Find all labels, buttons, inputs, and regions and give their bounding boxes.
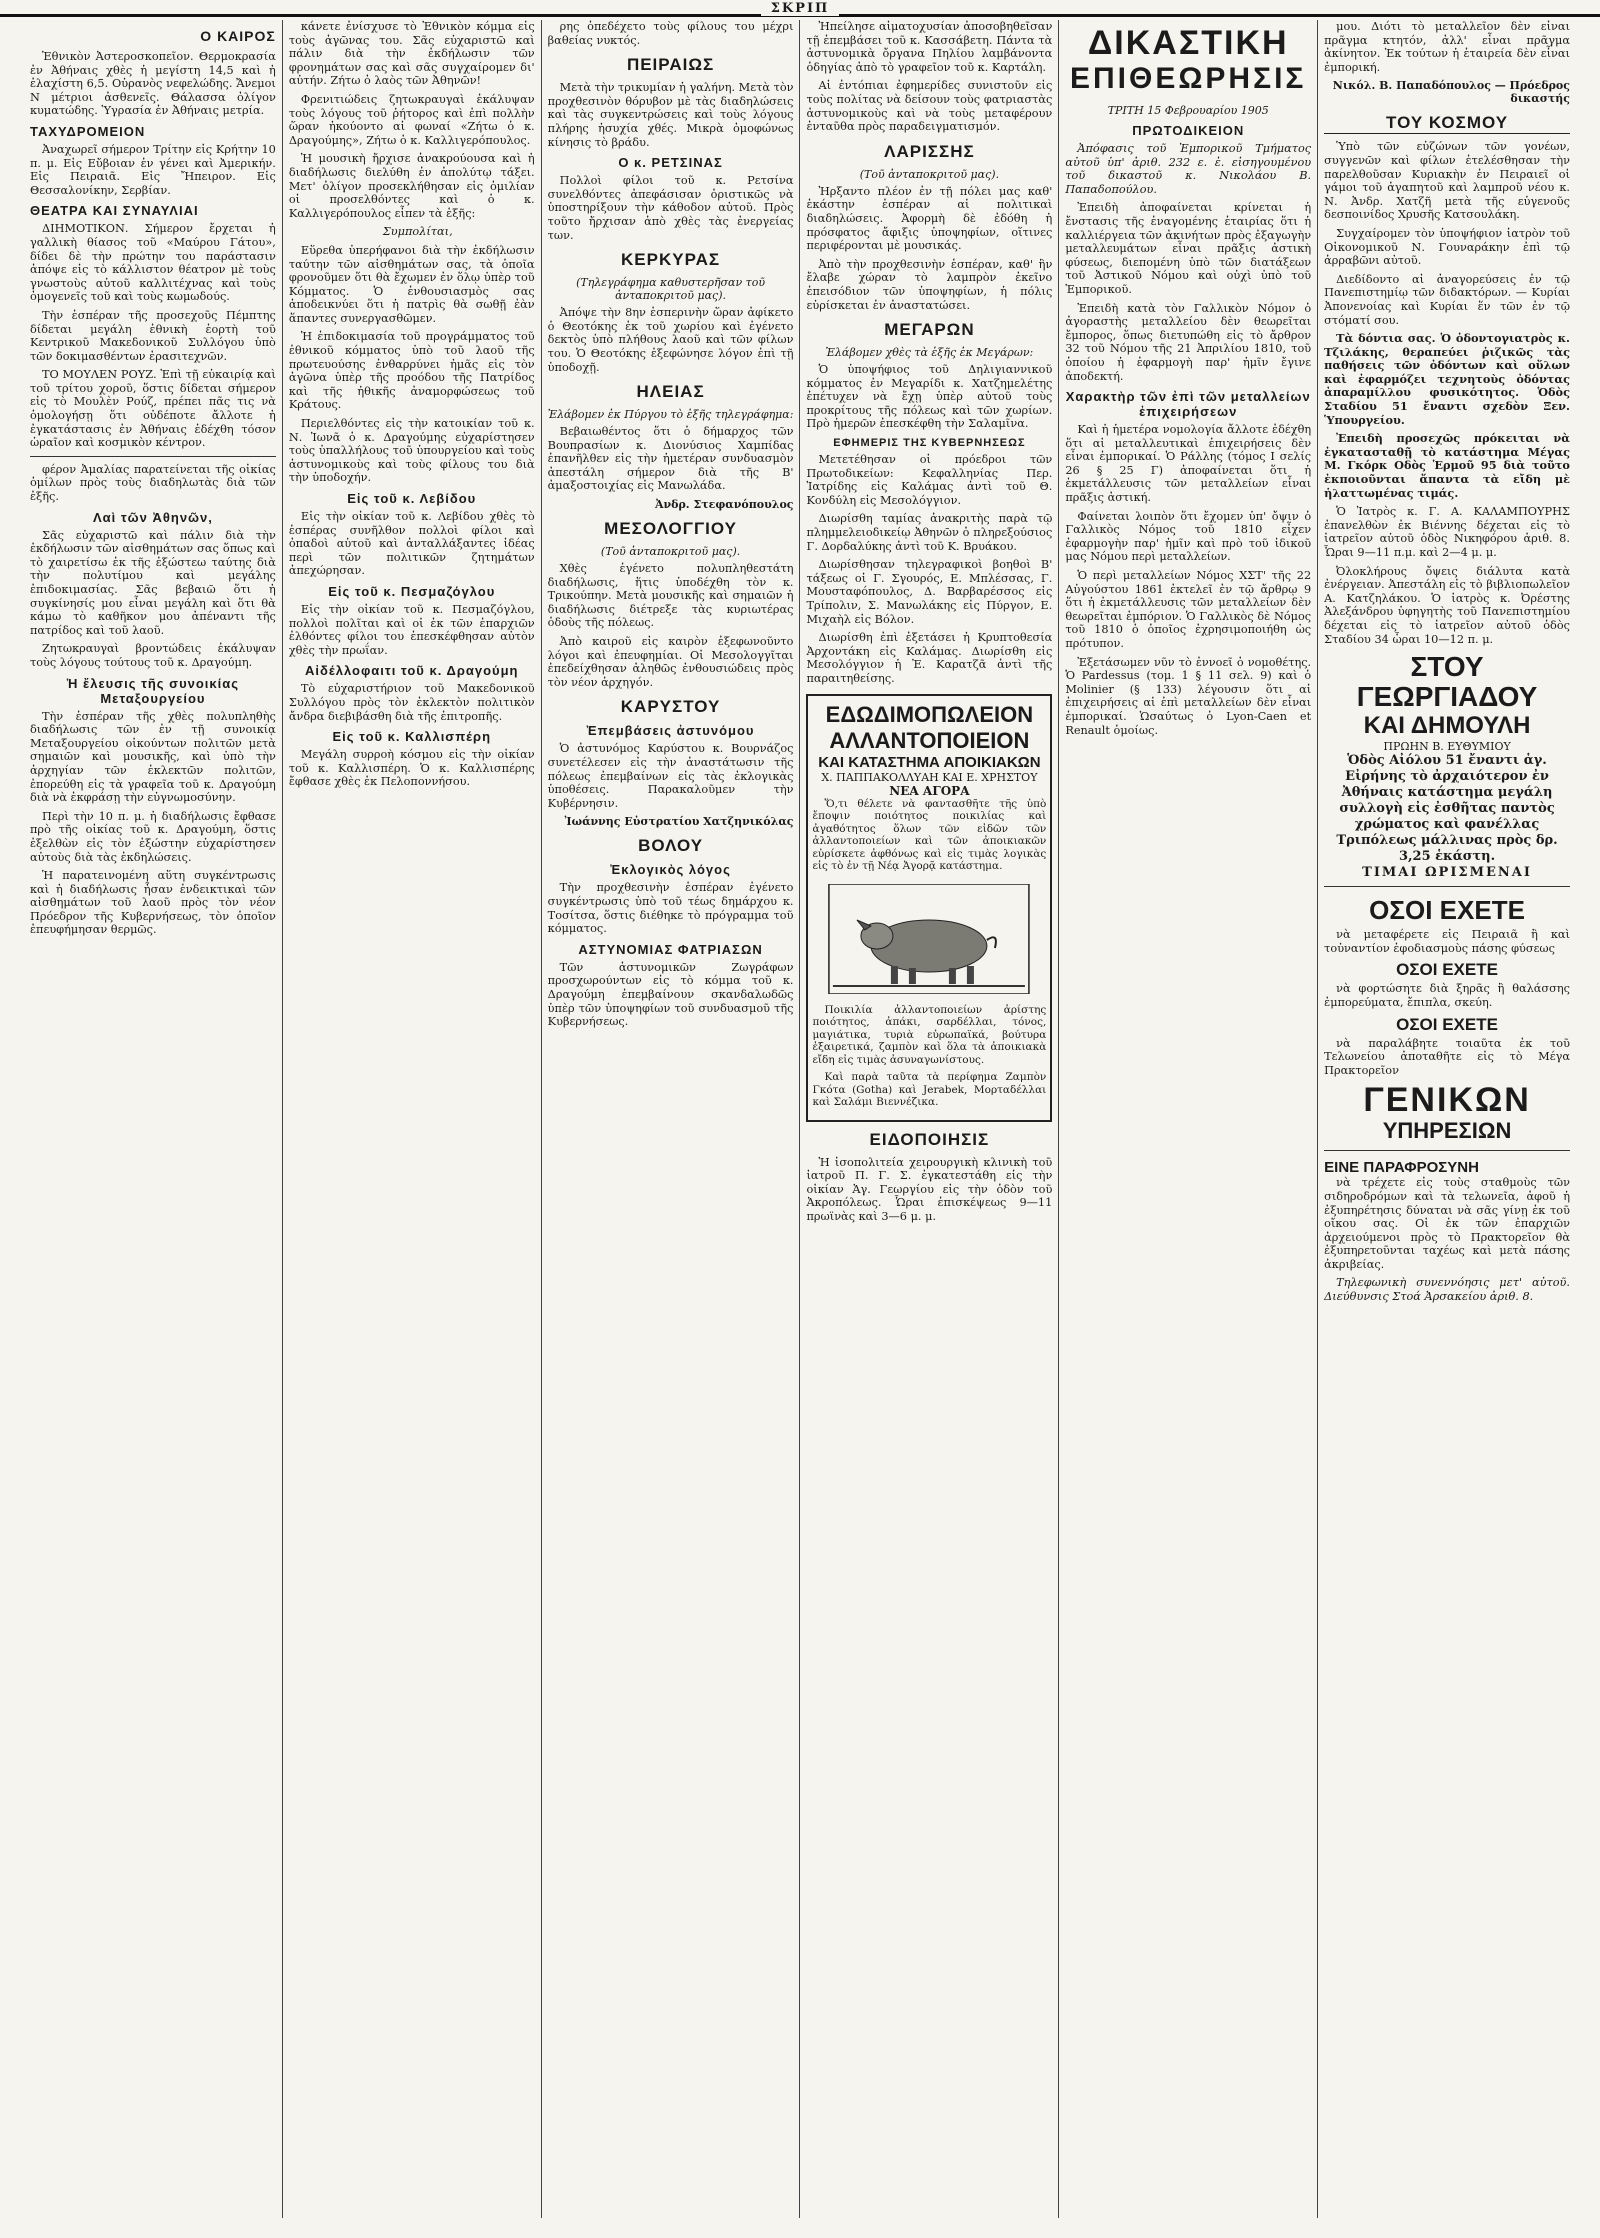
divider [1324,1150,1570,1151]
article-body: Ὀλοκλήρους ὄψεις διάλυτα κατὰ ἐνέργειαν. Ἀπεστάλη εἰς τὸ βιβλιοπωλεῖον Α. Κατζηλάκου. Ὁ ἰατρὸς κ. Ὀρέστης Ἀλεξάνδρου ὑφηγητὴς τοῦ Πανεπιστημίου δέχεται εἰς τὸ ἰατρεῖον αὐτοῦ ὁδὸς Σταδίου 34 ὧραι 10—12 π. μ. [1324,564,1570,646]
byline: (Τηλεγράφημα καθυστερῆσαν τοῦ ἀνταποκριτοῦ μας). [576,276,766,303]
article-body: Ἠρξαντο πλέον ἐν τῇ πόλει μας καθ' ἑκάστην ἑσπέραν αἱ πολιτικαὶ διαδηλώσεις. Ἀφορμὴ δὲ ἐδόθη ἡ πρόσφατος ἄφιξις ὑποψηφίων, οἵτινες περιφέρονται μὲ μουσικάς. [806,184,1053,253]
heading-larissa: ΛΑΡΙΣΣΗΣ [884,141,975,161]
heading-notice: ΕΙΔΟΠΟΙΗΣΙΣ [869,1129,990,1149]
ad-text: νὰ τρέχετε εἰς τοὺς σταθμοὺς τῶν σιδηροδρόμων καὶ τὰ τελωνεῖα, ἀφοῦ ἡ ἐξυπηρέτησις δύναται νὰ σᾶς γίνῃ ἐκ τοῦ οἴκου σας. Οἱ ἐκ τῶν ἐπαρχιῶν ἀρχειούμενοι πρὸς τὸ Πρακτορεῖον θὰ ἐξυπηρετοῦνται ταχέως καὶ μετὰ πάσης ἀκριβείας. [1324,1176,1570,1271]
article-body: Ἡ ἐπιδοκιμασία τοῦ προγράμματος τοῦ ἐθνικοῦ κόμματος ὑπὸ τοῦ λαοῦ τῆς πρωτευούσης ἐνθαρρύνει ἡμᾶς εἰς τὸν ἀγῶνα ὑπὲρ τῆς προόδου τῆς Πατρίδος καὶ τῆς ἠθικῆς ἀναμορφώσεως τοῦ Κράτους. [288,330,535,412]
title-line-1: ΔΙΚΑΣΤΙΚΗ [1087,24,1289,62]
oso-exete-heading: ΟΣΟΙ ΕΧΕΤΕ [1396,1014,1498,1034]
article-body: Μεγάλη συρροὴ κόσμου εἰς τὴν οἰκίαν τοῦ κ. Καλλισπέρη. Ὁ κ. Καλλισπέρης ἔφθασε χθὲς ἐκ Πελοποννήσου. [288,748,535,789]
signature: Ἰωάννης Εὐστρατίου Χατζηνικόλας [564,815,794,829]
mail-heading: ΤΑΧΥΔΡΟΜΕΙΟΝ [30,123,146,139]
article-body: Ἀπὸ καιροῦ εἰς καιρὸν ἐξεφωνοῦντο λόγοι καὶ ἐπευφημίαι. Οἱ Μεσολογγῖται ἐπεδείχθησαν ἀληθῶς ἐνθουσιώδεις πρὸς τὸν νέον ἀρχηγόν. [547,635,794,689]
article-body: Πολλοὶ φίλοι τοῦ κ. Ρετσίνα συνελθόντες ἀπεφάσισαν ὁριστικῶς νὰ ὑποστηρίξουν τὴν κάθοδον αὐτοῦ. Πρὸς τοῦτο ἤρχισαν ἀπὸ χθὲς τὰς ἐνεργείας των. [547,174,794,242]
ad-text: Ὅ,τι θέλετε νὰ φαντασθῆτε τῆς ὑπὸ ἔποψιν ποιότητος ποικιλίας καὶ ἀγαθότητος ὅλων τῶν εἰδῶν τῶν ἀλλαντοποιείων καὶ τῶν ἀποικιακῶν εὑρίσκετε ἀφθόνως καὶ εἰς τιμὰς λογικὰς εἰς τὸ ἐν τῇ Νέᾳ Ἀγορᾷ κατάστημα. [812,797,1047,873]
agency-banner [1324,1082,1570,1144]
article-body: Διωρίσθησαν τηλεγραφικοὶ βοηθοὶ Β' τάξεως οἱ Γ. Σγουρός, Ε. Μπλέσσας, Γ. Μουσταφόπουλος, Δ. Βαρβαρέσσος εἰς Τρίπολιν, Σ. Μανωλάκης εἰς Πύργον, Ε. Μιχαὴλ εἰς Βόλον. [806,558,1053,626]
heading-kerkyra: ΚΕΡΚΥΡΑΣ [621,250,721,270]
column-3 [542,20,801,2218]
heading-ileia: ΗΛΕΙΑΣ [636,382,705,402]
paraphrosyni-title: ΕΙΝΕ ΠΑΡΑΦΡΟΣΥΝΗ [1324,1159,1479,1177]
oso-exete-heading: ΟΣΟΙ ΕΧΕΤΕ [1369,895,1525,926]
issue-date: ΤΡΙΤΗ 15 Φεβρουαρίου 1905 [1107,104,1269,117]
heading-society: ΤΟΥ ΚΟΣΜΟΥ [1324,113,1570,134]
article-body: Εἰς τὴν οἰκίαν τοῦ κ. Πεσμαζόγλου, πολλοὶ πολῖται καὶ οἱ ἐκ τῶν ἐπαρχιῶν ἐλθόντες φίλοι του ἐπεσκέφθησαν αὐτὸν χθὲς τὴν πρωΐαν. [288,602,535,657]
article-body: Μετετέθησαν οἱ πρόεδροι τῶν Πρωτοδικείων: Κεφαλληνίας Περ. Ἰατρίδης εἰς Καλάμας ἀντὶ τοῦ Θ. Κονδύλη εἰς Μεσολόγγιον. [806,453,1053,507]
article-body: Ἠπείλησε αἱματοχυσίαν ἀποσοβηθεῖσαν τῇ ἐπεμβάσει τοῦ κ. Κασσάβετη. Πάντα τὰ ἀστυνομικὰ ὄργανα Πηλίου λαμβάνοντα ὁδηγίας ἀπὸ τὸ γραφεῖον τοῦ κ. Καρτάλη. [806,20,1053,74]
article-body: Ὁ Ἰατρὸς κ. Γ. Α. ΚΑΛΑΜΠΟΥΡΗΣ ἐπανελθὼν ἐκ Βιέννης δέχεται εἰς τὸ ἰατρεῖον αὐτοῦ ὁδὸς Νικηφόρου ἀριθ. 8. Ὧραι 9—11 π.μ. καὶ 2—4 μ. μ. [1324,505,1570,559]
subhead-levidis: Εἰς τοῦ κ. Λεβίδου [347,491,477,506]
byline: (Τοῦ ἀνταποκριτοῦ μας). [859,167,1000,181]
ypiresion-title: ΥΠΗΡΕΣΙΩΝ [1382,1118,1512,1144]
heading-megara: ΜΕΓΑΡΩΝ [884,320,975,340]
byline: Ἐλάβομεν χθὲς τὰ ἑξῆς ἐκ Μεγάρων: [825,346,1034,360]
column-2 [283,20,542,2218]
article-body: Φρενιτιώδεις ζητωκραυγαὶ ἐκάλυψαν τοὺς λόγους τοῦ ῥήτορος καὶ ἐπὶ πολλὴν ὥραν ἠκούοντο αἱ φωναί «Ζήτω ὁ κ. Δραγούμης», Ζήτω ὁ κ. Καλλιγερόπουλος. [288,92,535,147]
ad-subtitle: ΚΑΙ ΚΑΤΑΣΤΗΜΑ ΑΠΟΙΚΙΑΚΩΝ [818,753,1041,771]
quote-salutation: Συμπολίται, [382,225,453,239]
weather-text: Ἐθνικὸν Ἀστεροσκοπεῖον. Θερμοκρασία ἐν Ἀθήναις χθὲς ἡ μεγίστη 14,5 καὶ ἡ ἐλαχίστη 6,5. Οὐρανὸς νεφελώδης. Ἄνεμοι Ν μέτριοι ἀσθενεῖς. Θάλασσα ὀλίγον κυματώδης. Ὑγρασία ἐν Ἀθήναις μετρία. [30,50,276,118]
mail-text: Ἀναχωρεῖ σήμερον Τρίτην εἰς Κρήτην 10 π. μ. Εἰς Εὔβοιαν ἐν γένει καὶ Ἀμερικήν. Εἰς Πειραιᾶ. Εἰς Ἤπειρον. Εἰς Θεσσαλονίκην, Σερβίαν. [30,142,276,197]
theatre-text-2: Τὴν ἑσπέραν τῆς προσεχοῦς Πέμπτης δίδεται μεγάλη ἐθνικὴ ἑορτὴ τοῦ Κεντρικοῦ Μακεδονικοῦ Συλλόγου ὑπὸ τῶν δοκιμασθέντων ἐρασιτεχνῶν. [30,308,276,363]
paraphrosyni-heading [1324,1157,1570,1176]
pig-engraving [812,884,1046,994]
byline: Ἐλάβομεν ἐκ Πύργου τὸ ἑξῆς τηλεγράφημα: [547,408,794,422]
column-5 [1059,20,1318,2218]
heading-mesolongi: ΜΕΣΟΛΟΓΓΙΟΥ [604,519,737,539]
shop-notice: Ἐπειδὴ προσεχῶς πρόκειται νὰ ἐγκατασταθῇ τὸ κατάστημα Μέγας Μ. Γκόρκ Οδὸς Ἑρμοῦ 95 διὰ τοῦτο ἐκποιοῦνται ἅπαντα τὰ εἴδη μὲ ἡλαττωμένας τιμάς. [1324,431,1570,500]
article-body: Ἀπὸ τὴν προχθεσινὴν ἑσπέραν, καθ' ἣν ἔλαβε χώραν τὸ λαμπρὸν ἐκεῖνο ἐπεισόδιον τῶν ὑποψηφίων, ἡ πόλις εὑρίσκεται ἐν ἀναστατώσει. [806,257,1053,312]
theatre-text-1: ΔΙΗΜΟΤΙΚΟΝ. Σήμερον ἔρχεται ἡ γαλλικὴ θίασος τοῦ «Μαύρου Γάτου», δίδει δὲ τὴν πρώτην του παράστασιν ἀπόψε εἰς τὸ κάλλιστον θέατρον μὲ τοὺς γνωστοὺς αὐτοῦ καλλιτέχνας καὶ τοὺς ὀμογενεῖς τοῦ καὶ τοὺς κωμωδούς. [30,222,276,304]
article-body: Βεβαιωθέντος ὅτι ὁ δήμαρχος τῶν Βουπρασίων κ. Διονύσιος Χαμπίδας ἐπανῆλθεν εἰς τὴν ἡμετέραν συνδυασμὸν ἀπεστάλη σήμερον διὰ τῆς Β' ἀμαξοστοιχίας εἰς Μανωλάδα. [547,425,794,493]
article-body: Περιελθόντες εἰς τὴν κατοικίαν τοῦ κ. Ν. Ἰωνᾶ ὁ κ. Δραγούμης εὐχαρίστησεν τοὺς ὑπαλλήλους τοῦ ὑπουργείου καὶ τοὺς ἀστυνομικοὺς καὶ τοὺς φίλους του διὰ τὴν ὑποδοχήν. [288,417,535,485]
article-body: Διεδίδοντο αἱ ἀναγορεύσεις ἐν τῷ Πανεπιστημίῳ τῶν διδακτόρων. — Κυρίαι Ἀπονενοίας καὶ Κυρίαι ἕν τῶν ἐν τῷ στόματί σου. [1324,272,1570,327]
subhead-astynomos: Ἐπεμβάσεις ἀστυνόμου [586,723,755,739]
columns [24,20,1576,2218]
theatre-text-3: ΤΟ ΜΟΥΛΕΝ ΡΟΥΖ. Ἐπὶ τῇ εὐκαιρίᾳ καὶ τοῦ τρίτου χοροῦ, ὅστις δίδεται σήμερον εἰς τὸ Μουλὲν Ρούζ, πρέπει πᾶς τις νὰ ὁμολογήσῃ ὅτι οὐδέποτε ἄλλοτε ἡ ἐγκατάστασις ἐν Ἀθήναις ἐδέχθη τόσον ὡραῖον καὶ κοσμικὸν κέντρον. [30,368,276,450]
subhead-metaxourgeio: Ἡ ἔλευσις τῆς συνοικίας Μεταξουργείου [66,675,240,706]
article-body: Ἀπόψε τὴν 8ην ἑσπερινὴν ὥραν ἀφίκετο ὁ Θεοτόκης ἐκ τοῦ χωρίου καὶ ἐγένετο δεκτὸς ὑπὸ πλήθους λαοῦ καὶ τῶν φίλων του. Ὁ Θεοτόκης ἐξεφώνησε λόγον ἐπὶ τῇ ὑποδοχῇ. [547,306,794,374]
subhead-mines: Χαρακτὴρ τῶν ἐπὶ τῶν μεταλλείων ἐπιχειρήσεων [1065,389,1311,420]
ad-closing: Τηλεφωνικὴ συνεννόησις μετ' αὐτοῦ. Διεύθυνσις Στοά Ἀρσακείου ἀριθ. 8. [1324,1276,1570,1304]
court-heading: ΠΡΩΤΟΔΙΚΕΙΟΝ [1132,123,1245,138]
heading-karystos: ΚΑΡΥΣΤΟΥ [620,697,721,717]
article-body: Ἐπειδὴ ἀποφαίνεται κρίνεται ἡ ἔνστασις τῆς ἐναγομένης ἑταιρίας ὅτι ἡ καλλιέργεια τῶν ἀκινήτων πρὸς ἐξαγωγὴν μεταλλευμάτων εἶναι πρᾶξις ἀστικὴ φύσεως, διεπομένη ὑπὸ τῶν διατάξεων τοῦ Ἀστικοῦ Νόμου καὶ οὐχὶ ὑπὸ τοῦ Ἐμπορικοῦ. [1065,201,1312,296]
article-body: Τὴν ἑσπέραν τῆς χθὲς πολυπληθὴς διαδήλωσις τῶν ἐν τῇ συνοικίᾳ Μεταξουργείου οἰκούντων πολιτῶν μετὰ σημαιῶν καὶ μουσικῆς, καὶ ὑπὸ τὴν ἀρχηγίαν τῶν ἐκλεκτῶν πολιτῶν, ἐπορεύθη εἰς τὰ γραφεῖα τοῦ κ. Δραγούμη διὰ νὰ ἐκφράσῃ τὴν εὐγνωμοσύνην. [30,709,276,805]
masthead-title: ΣΚΡΙΠ [761,1,840,16]
heading-volos: ΒΟΛΟΥ [638,836,704,856]
article-body: Μετὰ τὴν τρικυμίαν ἡ γαλήνη. Μετὰ τὸν προχθεσινὸν θόρυβον μὲ τὰς διαδηλώσεις καὶ τὰς συγκεντρώσεις καὶ τοὺς λόγους πλήρης ἡσυχία χθές. Μικρὰ ὁμοφώνως κίνησις τὸ βράδυ. [547,81,794,149]
judicial-review-title [1065,24,1311,96]
article-body: Τὸ εὐχαριστήριον τοῦ Μακεδονικοῦ Συλλόγου πρὸς τὸν ἐκλεκτὸν πολιτικὸν ἄνδρα διεβιβάσθη διὰ τῆς ἐπιτροπῆς. [288,682,535,723]
article-body: Ὑπὸ τῶν εὐζώνων τῶν γονέων, συγγενῶν καὶ φίλων ἐτελέσθησαν τὴν παρελθοῦσαν Κυριακὴν ἐν Πειραιεῖ οἱ γάμοι τοῦ ἀγαπητοῦ καὶ λαμπροῦ νέου κ. Ν. Ἀνδρ. Χατζῆ μετὰ τῆς εὐγενοῦς δεσποινίδος Χρυσῆς Κατσουλάκη. [1324,140,1570,222]
article-body: Ζητωκραυγαὶ βροντώδεις ἐκάλυψαν τοὺς λόγους τούτους τοῦ κ. Δραγούμη. [30,642,276,669]
article-body: Τὴν προχθεσινὴν ἑσπέραν ἐγένετο συγκέντρωσις ὑπὸ τοῦ τέως δημάρχου κ. Τοσίτσα, ὅστις διέθηκε τὸ πρόγραμμα τοῦ κόμματος. [547,881,794,936]
heading-astynomia: ΑΣΤΥΝΟΜΙΑΣ ΦΑΤΡΙΑΣΩΝ [578,941,763,957]
ad-subtitle: ΠΡΩΗΝ Β. ΕΥΘΥΜΙΟΥ [1383,740,1511,754]
article-body: κάνετε ἐνίσχυσε τὸ Ἐθνικὸν κόμμα εἰς τοὺς ἀγῶνας του. Σᾶς εὐχαριστῶ καὶ πάλιν διὰ τὴν ἐκδήλωσιν τῶν φρονημάτων σας καὶ σᾶς συγχαίρομεν δι' αὐτήν. Ζήτω ὁ λαὸς τῶν Ἀθηνῶν! [288,20,535,88]
subhead-athens: Λαὶ τῶν Ἀθηνῶν, [92,509,213,525]
ad-title-2: ΑΛΛΑΝΤΟΠΟΙΕΙΟΝ [829,727,1030,753]
clothing-advert [1324,652,1570,880]
signature: Νικόλ. Β. Παπαδόπουλος — Πρόεδρος δικαστής [1332,79,1570,106]
masthead [0,0,1600,17]
heading-piraeus: ΠΕΙΡΑΙΩΣ [626,55,715,75]
column-6 [1318,20,1576,2218]
title-line-2: ΕΠΙΘΕΩΡΗΣΙΣ [1070,62,1307,95]
byline: (Τοῦ ἀνταποκριτοῦ μας). [600,545,741,559]
article-body: Ὁ ὑποψήφιος τοῦ Δηλιγιαννικοῦ κόμματος ἐν Μεγαρίδι κ. Χατζημελέτης ἐπέτυχεν νὰ ἔχῃ ὑπὲρ αὐτοῦ τοὺς προκρίτους τῆς πόλεως καὶ τῶν χωρίων. Πρὸ ἡμερῶν ἐπεσκέφθη τὴν Σαλαμῖνα. [806,363,1053,431]
article-body: Διωρίσθη ἐπὶ ἐξετάσει ἡ Κρυπτοθεσία Ἀρχοντάκη εἰς Καλάμας. Διωρίσθη εἰς Μεσολόγγιον ἡ Ἐ. Καρατζᾶ ἀντὶ τῆς παραιτηθείσης. [806,631,1053,685]
column-1 [24,20,283,2218]
ad-owners: Χ. ΠΑΠΠΑΚΟΛΛΥΑΗ ΚΑΙ Ε. ΧΡΗΣΤΟΥ [821,770,1038,784]
article-body: Φαίνεται λοιπὸν ὅτι ἔχομεν ὑπ' ὄψιν ὁ Γαλλικὸς Νόμος τοῦ 1810 εἶχεν ἐφαρμογὴν παρ' ἡμῖν καὶ πρὸ τοῦ ἰδικοῦ μας Νόμου περὶ μεταλλείων. [1065,509,1312,564]
column-4 [800,20,1059,2218]
article-body: Εἰς τὴν οἰκίαν τοῦ κ. Λεβίδου χθὲς τὸ ἑσπέρας συνῆλθον πολλοὶ φίλοι καὶ ὀπαδοὶ αὐτοῦ καὶ ἀνταλλάξαντες ἰδέας περὶ τῶν πολιτικῶν ζητημάτων ἀπεχώρησαν. [288,510,535,578]
ad-title-2: ΚΑΙ ΔΗΜΟΥΛΗ [1363,712,1531,740]
signature: Ἀνδρ. Στεφανόπουλος [654,498,794,512]
article-body: Σᾶς εὐχαριστῶ καὶ πάλιν διὰ τὴν ἐκδήλωσιν τῶν αἰσθημάτων σας ὅπως καὶ τὸ χαιρετίσω ἐκ τῆς ἐξώστεω ταύτης διὰ τὴν πολυτίμου καὶ μεγάλης ἐπιδοκιμασίας. Σᾶς βεβαιῶ ὅτι ἡ συγκίνησίς μου εἶναι μεγάλη καὶ ὅτι θὰ κάμω τὸ καθῆκον μου ἀπέναντι τῆς πατρίδος καὶ τοῦ λαοῦ. [30,528,276,637]
oso-exete-heading: ΟΣΟΙ ΕΧΕΤΕ [1396,960,1498,980]
theatre-heading: ΘΕΑΤΡΑ ΚΑΙ ΣΥΝΑΥΛΙΑΙ [30,203,199,219]
divider [30,456,276,457]
article-body: Ἐξετάσωμεν νῦν τὸ ἐννοεῖ ὁ νομοθέτης. Ὁ Pardessus (τομ. 1 § 11 σελ. 9) καὶ ὁ Molinier (§ 133) λέγουσιν ὅτι αἱ ἐπιχειρήσεις αἱ ἐπὶ μεταλλείων δὲν εἶναι ἐμπορικαί. Ὡσαύτως ὁ Lyon-Caen et Renault ὁμοίως. [1065,655,1312,737]
article-body: Συγχαίρομεν τὸν ὑποψήφιον ἰατρὸν τοῦ Οἰκονομικοῦ Ν. Γουναράκην ἐπὶ τῷ ἀρραβῶνι αὐτοῦ. [1324,226,1570,268]
ad-text: Ποικιλία ἀλλαντοποιείων ἀρίστης ποιότητος, ἀπάκι, σαρδέλλαι, τόνος, μαγιάτικα, τυριὰ εὐρωπαϊκά, βούτυρα ἐξαιρετικά, ζαμπὸν καὶ ὅλα τὰ ἀποικιακὰ εἴδη εἰς τιμὰς ἀσυναγωνίστους. [812,1003,1047,1066]
dentist-notice: Τὰ δόντια σας. Ὁ ὀδοντογιατρὸς κ. Τζιλάκης, θεραπεύει ῥιζικῶς τὰς παθήσεις τῶν ὀδόντων καὶ οὕλων καὶ ἐφαρμόζει τεχνητοὺς ὀδόντας ἀπαραμίλλου φυσικότητος. Ὁδὸς Σταδίου 51 ἔναντι σχεδὸν Ξεν. Ὑπουργείου. [1324,331,1570,427]
article-body: μου. Διότι τὸ μεταλλεῖον δὲν εἶναι πρᾶγμα κτητόν, ἀλλ' εἶναι πρᾶγμα ἀκίνητον. Ἐκ τούτων ἡ ἑταιρεία δὲν εἶναι ἐμπορική. [1324,20,1570,74]
article-body: ρης ὁπεδέχετο τοὺς φίλους του μέχρι βαθείας νυκτός. [547,20,794,47]
article-body: Ἡ παρατεινομένη αὕτη συγκέντρωσις καὶ ἡ διαδήλωσις ἦσαν ἐνδεικτικαὶ τῶν αἰσθημάτων τοῦ λαοῦ πρὸς τὸν νέον Πρόεδρον τῆς Κυβερνήσεως, τὸν ὁποῖον ἐπευφήμησαν θερμῶς. [30,869,276,937]
article-body: Ὁ ἀστυνόμος Καρύστου κ. Βουρνάζος συνετέλεσεν εἰς τὴν ἀναστάτωσιν τῆς πόλεως ἐπεμβαίνων εἰς τὰς ἐκλογικὰς ὑποθέσεις. Παρακαλοῦμεν τὴν Κυβέρνησιν. [547,742,794,810]
ad-text: νὰ μεταφέρετε εἰς Πειραιᾶ ἢ καὶ τοὐναντίον ἐφοδιασμοὺς πάσης φύσεως [1324,928,1570,955]
ad-location: ΝΕΑ ΑΓΟΡΑ [889,783,970,798]
article-body: Εὕρεθα ὑπερήφανοι διὰ τὴν ἐκδήλωσιν ταύτην τῶν αἰσθημάτων σας, τὰ ὁποῖα φρονοῦμεν ὅτι θὰ ἔχωμεν ἐν ὅλῳ ὑπὲρ τοῦ Κόμματος. Ὁ ἐνθουσιασμὸς σας ἀποδεικνύει ὅτι ἡ πατρὶς θὰ σωθῇ ἐὰν ἅπαντες συνεργασθῶμεν. [288,243,535,325]
article-body: Ἐπειδὴ κατὰ τὸν Γαλλικὸν Νόμον ὁ ἀγοραστὴς μεταλλείου δὲν θεωρεῖται ἔμπορος, ὅπως διετυπώθη εἰς τὸ ἄρθρον 32 τοῦ Νόμου τῆς 21 Ἀπριλίου 1810, τοῦ ὁποίου ἡ ἐφαρμογὴ παρ' ἡμῖν ἔγινε ἀποδεκτή. [1065,301,1312,383]
subhead-pesmazoglou: Εἰς τοῦ κ. Πεσμαζόγλου [328,583,496,599]
article-body: Καὶ ἡ ἡμετέρα νομολογία ἄλλοτε ἐδέχθη ὅτι αἱ μεταλλευτικαὶ ἐπιχειρήσεις δὲν εἶναι ἐμπορικαί. Ὁ Ράλλης (τόμος Ι σελίς 26 § 25 Γ) ἀποφαίνεται ὅτι ἡ ἐκμετάλλευσις τῶν μεταλλείων εἶναι πρᾶξις ἀστική. [1065,423,1312,505]
deli-advert [806,694,1052,1122]
subhead-dragoumis: Αἰδέλλοφαιτι τοῦ κ. Δραγούμη [305,663,519,679]
article-body: Ἡ ἰσοπολιτεία χειρουργικὴ κλινικὴ τοῦ ἰατροῦ Π. Γ. Σ. ἐγκατεστάθη εἰς τὴν οἰκίαν Ἁγ. Γεωργίου εἰς τὴν ὁδὸν τοῦ Ἀκροπόλεως. Ὧραι ἐπισκέψεως 9—11 πρωϊνὰς καὶ 3—6 μ. μ. [806,1155,1053,1223]
article-body: Ὁ περὶ μεταλλείων Νόμος ΧΣΤ' τῆς 22 Αὐγούστου 1861 ἐκτελεῖ ἐν τῷ ἄρθρῳ 9 ὅτι ἡ ἐκμετάλλευσις τῶν μεταλλείων δὲν θεωρεῖται ἐμπόριον. Ὁ Γαλλικὸς δὲ Νόμος τοῦ 1810 ὁ ὁποῖος ἐχρησιμοποιήθη ὡς πρότυπον. [1065,569,1312,650]
article-body: Αἱ ἐντόπιαι ἐφημερίδες συνιστοῦν εἰς τοὺς πολίτας νὰ δείσουν τοὺς φατριαστὰς ἀστυνομικοὺς καὶ νὰ τοὺς μεταφέρουν ἐνταῦθα πρὸς παραδειγματισμόν. [806,79,1053,134]
ad-prices: ΤΙΜΑΙ ΩΡΙΣΜΕΝΑΙ [1362,865,1532,881]
genikon-title: ΓΕΝΙΚΩΝ [1363,1081,1531,1120]
ad-text: νὰ φορτώσητε διὰ ξηρᾶς ἢ θαλάσσης ἐμπορεύματα, ἔπιπλα, σκεύη. [1324,982,1570,1009]
ad-text: Ὁδὸς Αἰόλου 51 ἔναντι ἁγ. Εἰρήνης τὸ ἀρχαιότερον ἐν Ἀθήναις κατάστημα μεγάλη συλλογὴ εἰς ἐσθῆτας παντὸς χρώματος καὶ φανέλλας Τριπόλεως μάλλινας πρὸς δρ. 3,25 ἑκάστη. [1336,753,1558,865]
weather-heading: Ο ΚΑΙΡΟΣ [200,28,276,44]
ad-text: νὰ παραλάβητε τοιαῦτα ἐκ τοῦ Τελωνείου ἀποταθῆτε εἰς τὸ Μέγα Πρακτορεῖον [1324,1036,1570,1077]
subhead-kallisperis: Εἰς τοῦ κ. Καλλισπέρη [332,729,492,745]
article-body: Περὶ τὴν 10 π. μ. ἡ διαδήλωσις ἔφθασε πρὸ τῆς οἰκίας τοῦ κ. Δραγούμη, ὅστις ἐξελθὼν εἰς τὸν ἐξώστην εὐχαρίστησεν αὐτοὺς διὰ τὰς ἐκδηλώσεις. [30,809,276,864]
heading-gazette: ΕΦΗΜΕΡΙΣ ΤΗΣ ΚΥΒΕΡΝΗΣΕΩΣ [833,437,1026,450]
divider [1324,886,1570,887]
article-body: Χθὲς ἐγένετο πολυπληθεστάτη διαδήλωσις, ἥτις ὑποδέχθη τὸν κ. Τρικούπην. Μετὰ μουσικῆς καὶ σημαιῶν ἡ διαδήλωσις διέτρεξε τὰς κυριωτέρας ὁδοὺς τῆς πόλεως. [547,562,794,630]
article-body: Διωρίσθη ταμίας ἀνακριτὴς παρὰ τῷ πλημμελειοδικείῳ Ἀθηνῶν ὁ πληρεξούσιος Γ. Δορδαλύκης ἀντὶ τοῦ Κ. Βρυάκου. [806,512,1053,553]
advert-line: φέρον Ἀμαλίας παρατείνεται τῆς οἰκίας ὁμίλων πρὸς τοὺς διαδηλωτὰς διὰ τῶν ἑξῆς. [30,462,276,504]
article-body: Τῶν ἀστυνομικῶν Ζωγράφων προσχωρούντων εἰς τὸ κόμμα τοῦ κ. Δραγούμη ἐπεμβαίνουν σκανδαλωδῶς ὑπὲρ τῶν ὑποψηφίων τοῦ συνδυασμοῦ τῆς Κυβερνήσεως. [547,960,794,1029]
ad-text: Καὶ παρὰ ταῦτα τὰ περίφημα Ζαμπὸν Γκότα (Gotha) καὶ Jerabek, Μορταδέλλαι καὶ Σαλάμι Βιεννέζικα. [812,1071,1047,1109]
ad-title-1: ΕΔΩΔΙΜΟΠΩΛΕΙΟΝ [825,701,1034,727]
ad-title-1: ΣΤΟΥ ΓΕΩΡΓΙΑΔΟΥ [1356,651,1538,713]
court-intro: Ἀπόφασις τοῦ Ἐμπορικοῦ Τμήματος αὐτοῦ ὑπ' ἀριθ. 232 ε. ἐ. εἰσηγουμένου τοῦ δικαστοῦ κ. Νικολάου Β. Παπαδοπούλου. [1065,142,1312,196]
heading-retsinas: Ο κ. ΡΕΤΣΙΝΑΣ [618,155,723,171]
subhead-speech: Ἐκλογικὸς λόγος [610,862,731,878]
article-body: Ἡ μουσικὴ ἤρχισε ἀνακρούουσα καὶ ἡ διαδήλωσις διελύθη ἐν ἀπολύτῳ τάξει. Μετ' ὀλίγον προσεκλήθησαν εἰς ὁμιλίαν οἱ προσελθόντες καὶ ὁ κ. Καλλιγερόπουλος εἶπεν τὰ ἑξῆς: [288,152,535,220]
